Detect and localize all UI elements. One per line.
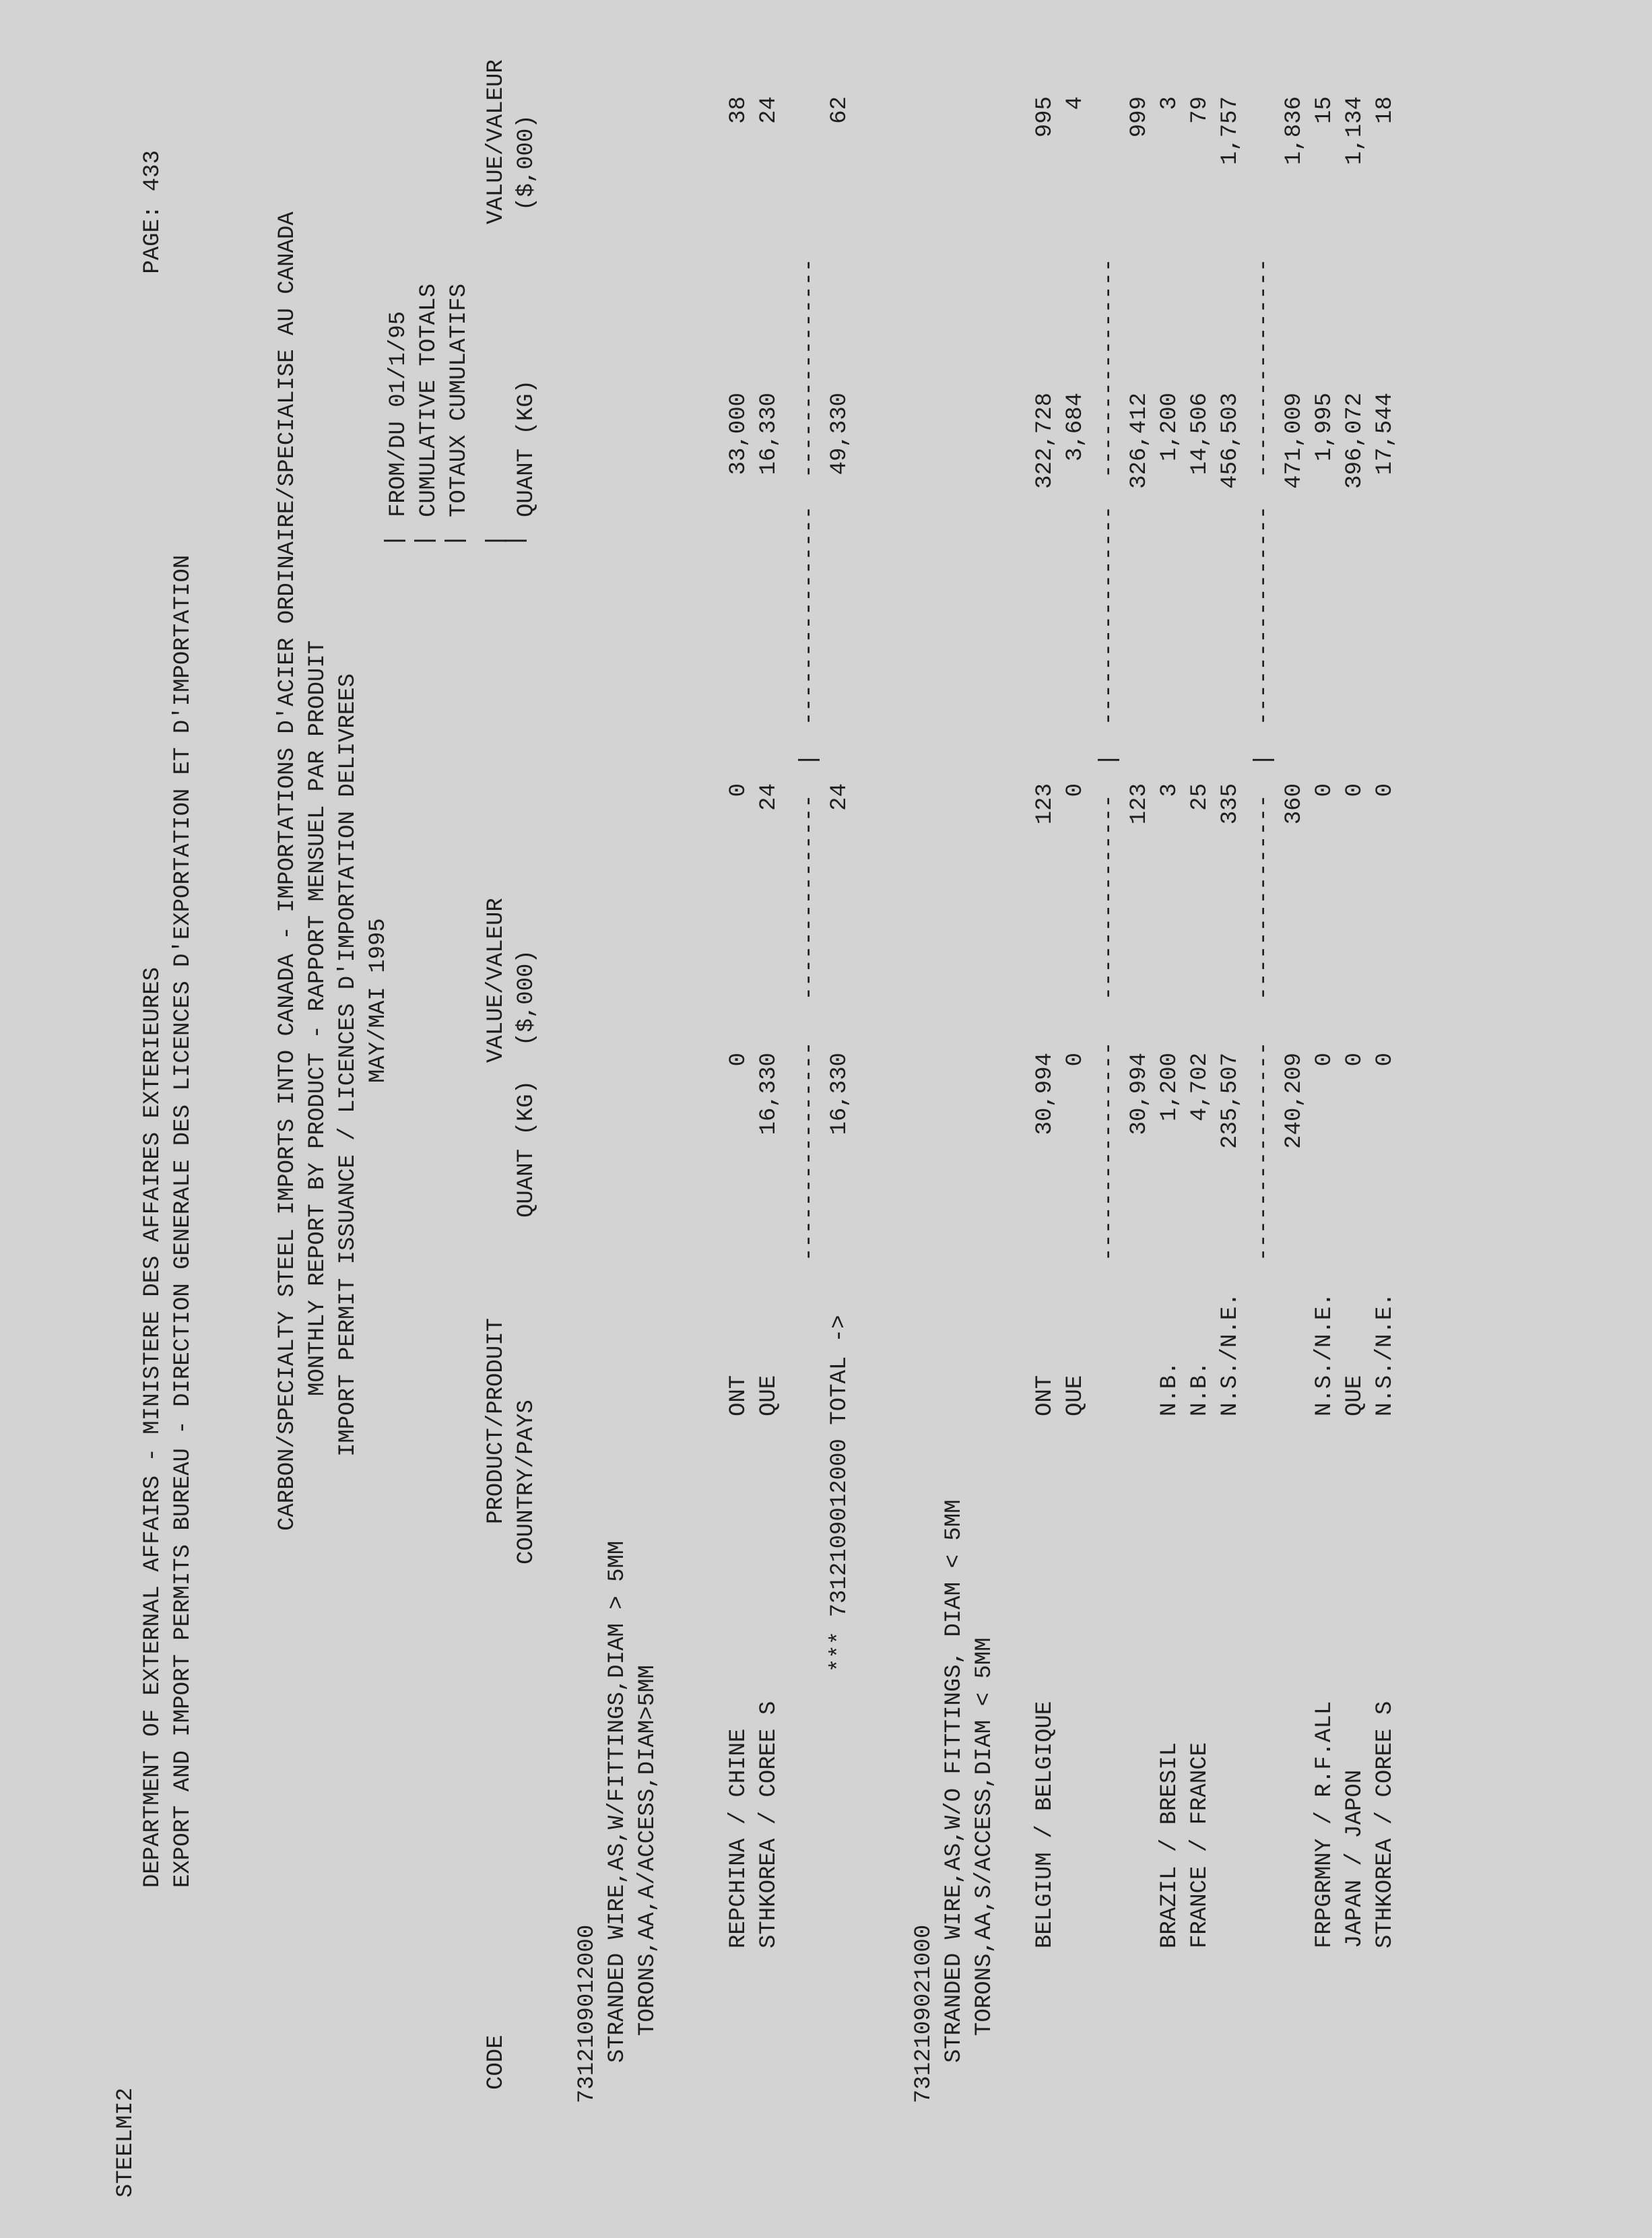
title-line-2: MONTHLY REPORT BY PRODUCT - RAPPORT MENSUEL PAR PRODUIT xyxy=(305,640,331,1396)
country: STHKOREA / COREE S xyxy=(756,1701,782,1948)
cum-quant: 3,684 xyxy=(1063,393,1088,462)
separator: | xyxy=(413,533,438,548)
title-line-4: MAY/MAI 1995 xyxy=(366,918,391,1083)
quant: 30,994 xyxy=(1127,1053,1152,1136)
cum-value: 999 xyxy=(1127,96,1152,138)
divider: ---------------- --------------- | ---------------- ---------------- xyxy=(1096,258,1122,1261)
header-line-1: DEPARTMENT OF EXTERNAL AFFAIRS - MINISTERE DES AFFAIRES EXTERIEURES xyxy=(140,966,166,1888)
product-desc-en: STRANDED WIRE,AS,W/FITTINGS,DIAM > 5MM xyxy=(605,1540,630,2063)
country: BRAZIL / BRESIL xyxy=(1157,1742,1183,1948)
province: ONT xyxy=(1032,1375,1058,1416)
cum-quant: 396,072 xyxy=(1342,393,1368,489)
separator: | xyxy=(484,533,509,548)
value: 3 xyxy=(1157,783,1183,797)
col-cum-quant: QUANT (KG) xyxy=(514,379,539,517)
cum-value: 1,757 xyxy=(1218,96,1243,166)
cum-quant: 1,995 xyxy=(1312,393,1337,462)
province: QUE xyxy=(1063,1375,1088,1416)
country: STHKOREA / COREE S xyxy=(1373,1701,1398,1948)
quant: 0 xyxy=(1342,1053,1368,1067)
col-code: CODE xyxy=(484,2035,509,2090)
quant: 235,507 xyxy=(1218,1053,1243,1149)
value: 0 xyxy=(1373,783,1398,797)
col-product: PRODUCT/PRODUIT xyxy=(484,1317,509,1524)
province: N.B. xyxy=(1157,1361,1183,1416)
province: ONT xyxy=(726,1375,752,1416)
cum-quant: 16,330 xyxy=(756,393,782,475)
quant: 0 xyxy=(726,1053,752,1067)
product-desc-fr: TORONS,AA,A/ACCESS,DIAM>5MM xyxy=(635,1665,661,2036)
cum-value: 24 xyxy=(756,96,782,124)
cum-quant: 17,544 xyxy=(1373,393,1398,475)
value: 123 xyxy=(1032,783,1058,825)
value: 123 xyxy=(1127,783,1152,825)
total-cum-quant: 49,330 xyxy=(827,393,853,475)
province: N.S./N.E. xyxy=(1218,1292,1243,1416)
value: 360 xyxy=(1282,783,1307,825)
total-cum-value: 62 xyxy=(827,96,853,124)
quant: 0 xyxy=(1312,1053,1337,1067)
province: N.S./N.E. xyxy=(1312,1292,1337,1416)
country: REPCHINA / CHINE xyxy=(726,1728,752,1948)
value: 0 xyxy=(726,783,752,797)
cum-quant: 14,506 xyxy=(1187,393,1213,475)
cum-value: 1,134 xyxy=(1342,96,1368,166)
separator: | xyxy=(443,533,469,548)
cum-value: 4 xyxy=(1063,96,1088,110)
cum-value: 995 xyxy=(1032,96,1058,138)
col-cum-value-unit: ($,000) xyxy=(514,114,539,211)
col-value-unit: ($,000) xyxy=(514,950,539,1046)
product-desc-fr: TORONS,AA,S/ACCESS,DIAM < 5MM xyxy=(972,1637,997,2036)
divider: ---------------- --------------- | ---------------- ---------------- xyxy=(797,258,822,1261)
cum-value: 15 xyxy=(1312,96,1337,124)
province: N.S./N.E. xyxy=(1373,1292,1398,1416)
separator: | xyxy=(504,533,529,548)
total-value: 24 xyxy=(827,783,853,811)
cumulative-line-3: TOTAUX CUMULATIFS xyxy=(447,284,472,517)
value: 0 xyxy=(1063,783,1088,797)
province: N.B. xyxy=(1187,1361,1213,1416)
product-desc-en: STRANDED WIRE,AS,W/O FITTINGS, DIAM < 5MM xyxy=(941,1499,967,2063)
value: 335 xyxy=(1218,783,1243,825)
col-country: COUNTRY/PAYS xyxy=(514,1400,539,1565)
col-value: VALUE/VALEUR xyxy=(484,898,509,1063)
divider: ---------------- --------------- | ---------------- ---------------- xyxy=(1251,258,1277,1261)
quant: 30,994 xyxy=(1032,1053,1058,1136)
cum-value: 1,836 xyxy=(1282,96,1307,166)
value: 25 xyxy=(1187,783,1213,811)
quant: 0 xyxy=(1063,1053,1088,1067)
country: BELGIUM / BELGIQUE xyxy=(1032,1701,1058,1948)
quant: 4,702 xyxy=(1187,1053,1213,1122)
quant: 1,200 xyxy=(1157,1053,1183,1122)
cum-value: 18 xyxy=(1373,96,1398,124)
value: 24 xyxy=(756,783,782,811)
report-id: STEELMI2 xyxy=(113,2087,139,2198)
cum-quant: 456,503 xyxy=(1218,393,1243,489)
cum-quant: 1,200 xyxy=(1157,393,1183,462)
cum-value: 79 xyxy=(1187,96,1213,124)
quant: 16,330 xyxy=(756,1053,782,1136)
quant: 240,209 xyxy=(1282,1053,1307,1149)
country: JAPAN / JAPON xyxy=(1342,1769,1368,1948)
province: QUE xyxy=(756,1375,782,1416)
cum-quant: 326,412 xyxy=(1127,393,1152,489)
cumulative-from: FROM/DU 01/1/95 xyxy=(386,310,411,517)
cum-quant: 322,728 xyxy=(1032,393,1058,489)
total-label: *** 7312109012000 TOTAL -> xyxy=(827,1315,853,1672)
cum-value: 38 xyxy=(726,96,752,124)
title-line-3: IMPORT PERMIT ISSUANCE / LICENCES D'IMPORTATION DELIVREES xyxy=(335,673,361,1457)
province: QUE xyxy=(1342,1375,1368,1416)
cumulative-line-2: CUMULATIVE TOTALS xyxy=(416,284,442,517)
product-code: 7312109021000 xyxy=(911,1924,937,2103)
title-line-1: CARBON/SPECIALTY STEEL IMPORTS INTO CANADA - IMPORTATIONS D'ACIER ORDINAIRE/SPECIALISE AU CANADA xyxy=(275,211,300,1531)
value: 0 xyxy=(1342,783,1368,797)
cum-quant: 33,000 xyxy=(726,393,752,475)
total-quant: 16,330 xyxy=(827,1053,853,1136)
country: FRANCE / FRANCE xyxy=(1187,1742,1213,1948)
value: 0 xyxy=(1312,783,1337,797)
separator: | xyxy=(383,533,408,548)
header-line-2: EXPORT AND IMPORT PERMITS BUREAU - DIRECTION GENERALE DES LICENCES D'EXPORTATION ET D'IMPORTATION xyxy=(170,554,196,1888)
product-code: 7312109012000 xyxy=(574,1924,600,2103)
col-quant: QUANT (KG) xyxy=(514,1080,539,1218)
cum-quant: 471,009 xyxy=(1282,393,1307,489)
page-number: PAGE: 433 xyxy=(140,150,166,274)
quant: 0 xyxy=(1373,1053,1398,1067)
cum-value: 3 xyxy=(1157,96,1183,110)
country: FRPGRMNY / R.F.ALL xyxy=(1312,1701,1337,1948)
col-cum-value: VALUE/VALEUR xyxy=(484,59,509,224)
